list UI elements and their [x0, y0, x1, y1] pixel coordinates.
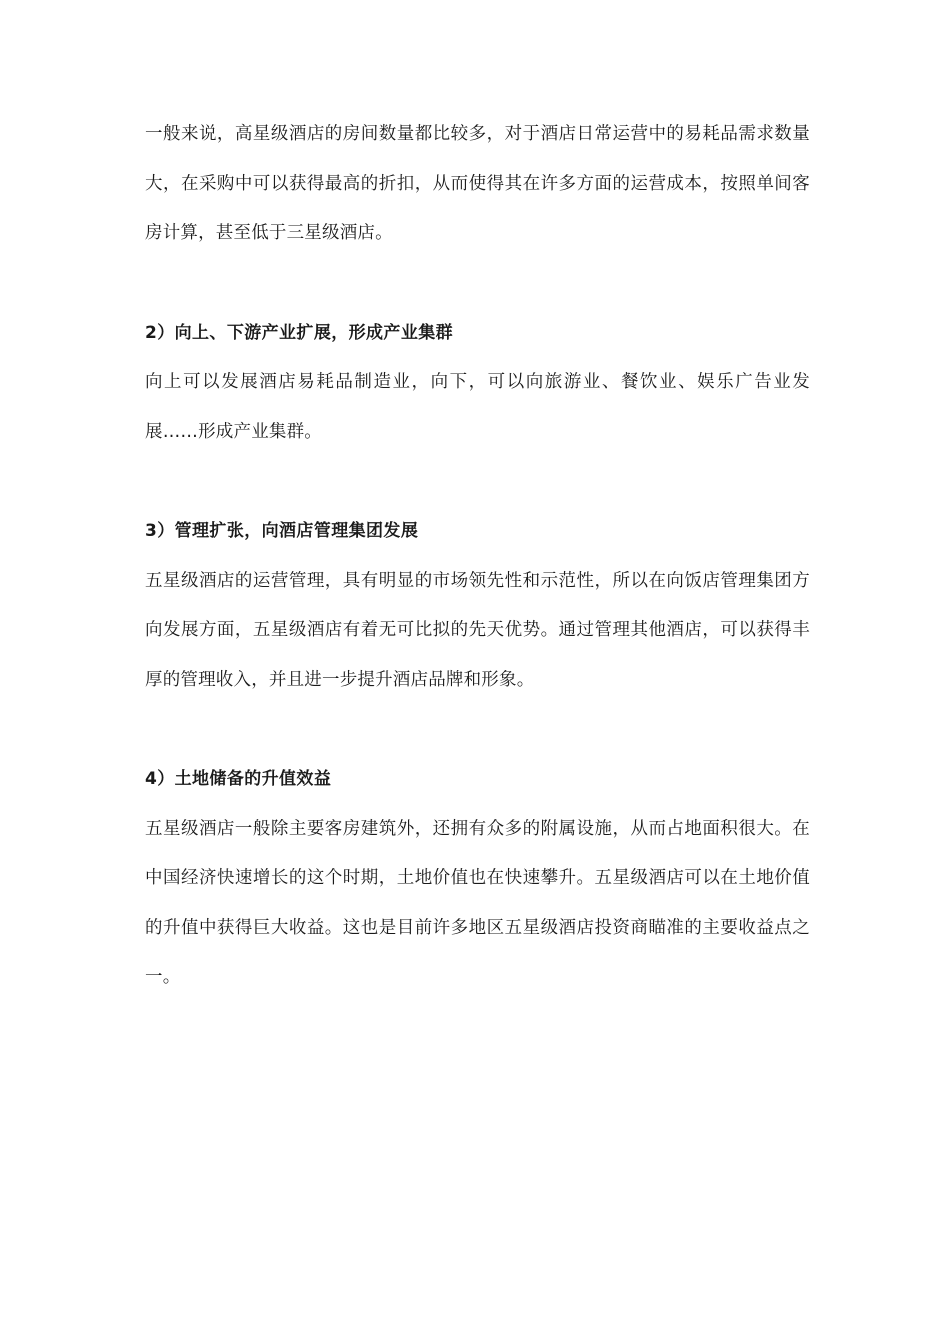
section-management-expansion	[145, 507, 810, 705]
section-body: 五星级酒店一般除主要客房建筑外，还拥有众多的附属设施，从而占地面积很大。在中国经济快速增长的这个时期，土地价值也在快速攀升。五星级酒店可以在土地价值的升值中获得巨大收益。这也是目前许多地区五星级酒店投资商瞄准的主要收益点之一。	[145, 818, 810, 987]
section-heading: 2）向上、下游产业扩展，形成产业集群	[145, 322, 454, 343]
section-industry-cluster	[145, 309, 810, 458]
intro-paragraph: 一般来说，高星级酒店的房间数量都比较多，对于酒店日常运营中的易耗品需求数量大，在采购中可以获得最高的折扣，从而使得其在许多方面的运营成本，按照单间客房计算，甚至低于三星级酒店。	[145, 124, 810, 243]
section-body: 向上可以发展酒店易耗品制造业，向下，可以向旅游业、餐饮业、娱乐广告业发展……形成产业集群。	[145, 372, 810, 442]
document-page	[145, 110, 810, 1003]
section-spacer	[145, 259, 810, 309]
section-heading: 3）管理扩张，向酒店管理集团发展	[145, 521, 419, 541]
section-heading: 4）土地储备的升值效益	[145, 769, 332, 789]
section-spacer	[145, 705, 810, 755]
section-body: 五星级酒店的运营管理，具有明显的市场领先性和示范性，所以在向饭店管理集团方向发展方面，五星级酒店有着无可比拟的先天优势。通过管理其他酒店，可以获得丰厚的管理收入，并且进一步提升酒店品牌和形象。	[145, 570, 810, 690]
section-spacer	[145, 457, 810, 507]
section-land-appreciation	[145, 755, 810, 1003]
